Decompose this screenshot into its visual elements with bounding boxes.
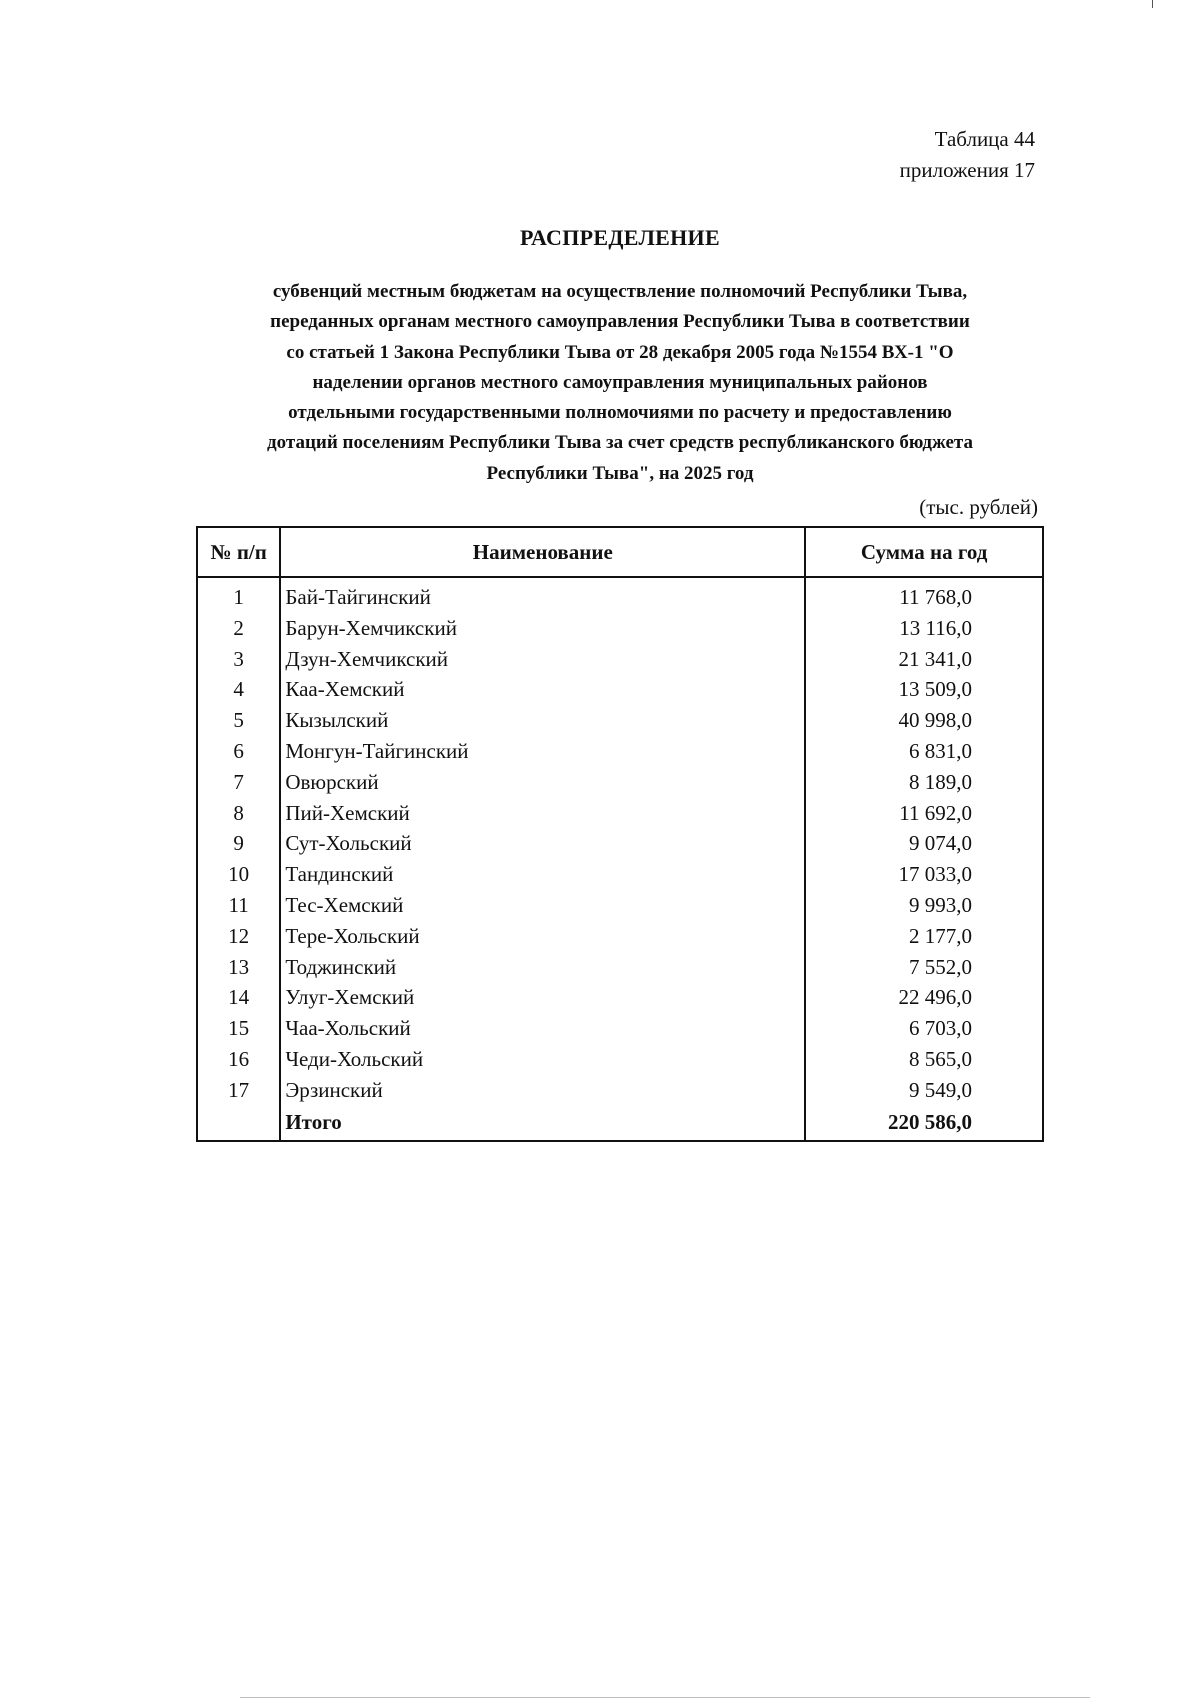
subtitle-line: Республики Тыва", на 2025 год	[486, 462, 754, 484]
row-name: Пий-Хемский	[280, 798, 805, 829]
row-name: Сут-Хольский	[280, 828, 805, 859]
row-sum: 13 116,0	[805, 613, 1043, 644]
row-sum: 11 692,0	[805, 798, 1043, 829]
row-sum: 8 565,0	[805, 1044, 1043, 1075]
row-name: Улуг-Хемский	[280, 982, 805, 1013]
column-header-sum: Сумма на год	[805, 527, 1043, 577]
distribution-table	[196, 526, 1044, 1142]
appendix-number: приложения 17	[899, 158, 1035, 182]
row-number: 5	[197, 705, 280, 736]
row-sum: 21 341,0	[805, 644, 1043, 675]
row-name: Эрзинский	[280, 1075, 805, 1106]
table-row	[197, 1044, 1043, 1075]
row-sum: 8 189,0	[805, 767, 1043, 798]
row-sum: 7 552,0	[805, 952, 1043, 983]
row-name: Овюрский	[280, 767, 805, 798]
total-label: Итого	[280, 1106, 805, 1141]
row-sum: 11 768,0	[805, 577, 1043, 613]
row-name: Тере-Хольский	[280, 921, 805, 952]
row-sum: 9 993,0	[805, 890, 1043, 921]
row-name: Дзун-Хемчикский	[280, 644, 805, 675]
row-sum: 6 831,0	[805, 736, 1043, 767]
column-header-number: № п/п	[197, 527, 280, 577]
row-sum: 9 074,0	[805, 828, 1043, 859]
row-number: 7	[197, 767, 280, 798]
row-number: 12	[197, 921, 280, 952]
row-name: Тандинский	[280, 859, 805, 890]
row-number: 2	[197, 613, 280, 644]
row-number: 1	[197, 577, 280, 613]
row-sum: 17 033,0	[805, 859, 1043, 890]
table-row	[197, 577, 1043, 613]
row-number: 13	[197, 952, 280, 983]
table-row	[197, 1075, 1043, 1106]
row-name: Каа-Хемский	[280, 674, 805, 705]
scan-edge-mark	[1152, 0, 1153, 8]
row-number: 8	[197, 798, 280, 829]
table-row	[197, 798, 1043, 829]
row-number: 15	[197, 1013, 280, 1044]
table-row	[197, 952, 1043, 983]
table-row	[197, 705, 1043, 736]
row-name: Тес-Хемский	[280, 890, 805, 921]
table-row	[197, 828, 1043, 859]
table-number: Таблица 44	[934, 127, 1035, 151]
row-name: Чеди-Хольский	[280, 1044, 805, 1075]
row-name: Кызылский	[280, 705, 805, 736]
table-row	[197, 1013, 1043, 1044]
row-name: Барун-Хемчикский	[280, 613, 805, 644]
table-reference	[900, 124, 1035, 186]
table-row	[197, 736, 1043, 767]
table-row	[197, 644, 1043, 675]
column-header-name: Наименование	[280, 527, 805, 577]
row-sum: 2 177,0	[805, 921, 1043, 952]
row-sum: 22 496,0	[805, 982, 1043, 1013]
units-label: (тыс. рублей)	[919, 495, 1038, 519]
row-name: Бай-Тайгинский	[280, 577, 805, 613]
row-name: Монгун-Тайгинский	[280, 736, 805, 767]
row-number: 9	[197, 828, 280, 859]
table-row	[197, 890, 1043, 921]
row-sum: 40 998,0	[805, 705, 1043, 736]
document-title: РАСПРЕДЕЛЕНИЕ	[520, 225, 720, 250]
row-number: 6	[197, 736, 280, 767]
row-number: 17	[197, 1075, 280, 1106]
row-number: 10	[197, 859, 280, 890]
document-subtitle	[190, 277, 1050, 489]
table-row	[197, 859, 1043, 890]
row-number: 14	[197, 982, 280, 1013]
row-sum: 6 703,0	[805, 1013, 1043, 1044]
subtitle-line: переданных органам местного самоуправления Республики Тыва в соответствии	[270, 311, 970, 333]
table-header-row	[197, 527, 1043, 577]
row-number: 11	[197, 890, 280, 921]
table-row	[197, 767, 1043, 798]
subtitle-line: со статьей 1 Закона Республики Тыва от 28 декабря 2005 года №1554 ВХ-1 "О	[286, 341, 954, 363]
row-sum: 13 509,0	[805, 674, 1043, 705]
table-row	[197, 921, 1043, 952]
table-row	[197, 982, 1043, 1013]
row-number: 16	[197, 1044, 280, 1075]
row-sum: 9 549,0	[805, 1075, 1043, 1106]
row-name: Чаа-Хольский	[280, 1013, 805, 1044]
row-name: Тоджинский	[280, 952, 805, 983]
scan-edge-mark	[240, 1697, 1090, 1698]
subtitle-line: отдельными государственными полномочиями по расчету и предоставлению	[288, 402, 952, 424]
subtitle-line: дотаций поселениям Республики Тыва за счет средств республиканского бюджета	[267, 432, 973, 454]
table-row	[197, 674, 1043, 705]
total-row	[197, 1106, 1043, 1141]
total-sum: 220 586,0	[805, 1106, 1043, 1141]
row-number: 3	[197, 644, 280, 675]
table-row	[197, 613, 1043, 644]
table-body	[197, 577, 1043, 1141]
subtitle-line: субвенций местным бюджетам на осуществление полномочий Республики Тыва,	[272, 281, 968, 302]
subtitle-line: наделении органов местного самоуправления муниципальных районов	[312, 371, 928, 393]
row-number: 4	[197, 674, 280, 705]
total-number-cell	[197, 1106, 280, 1141]
